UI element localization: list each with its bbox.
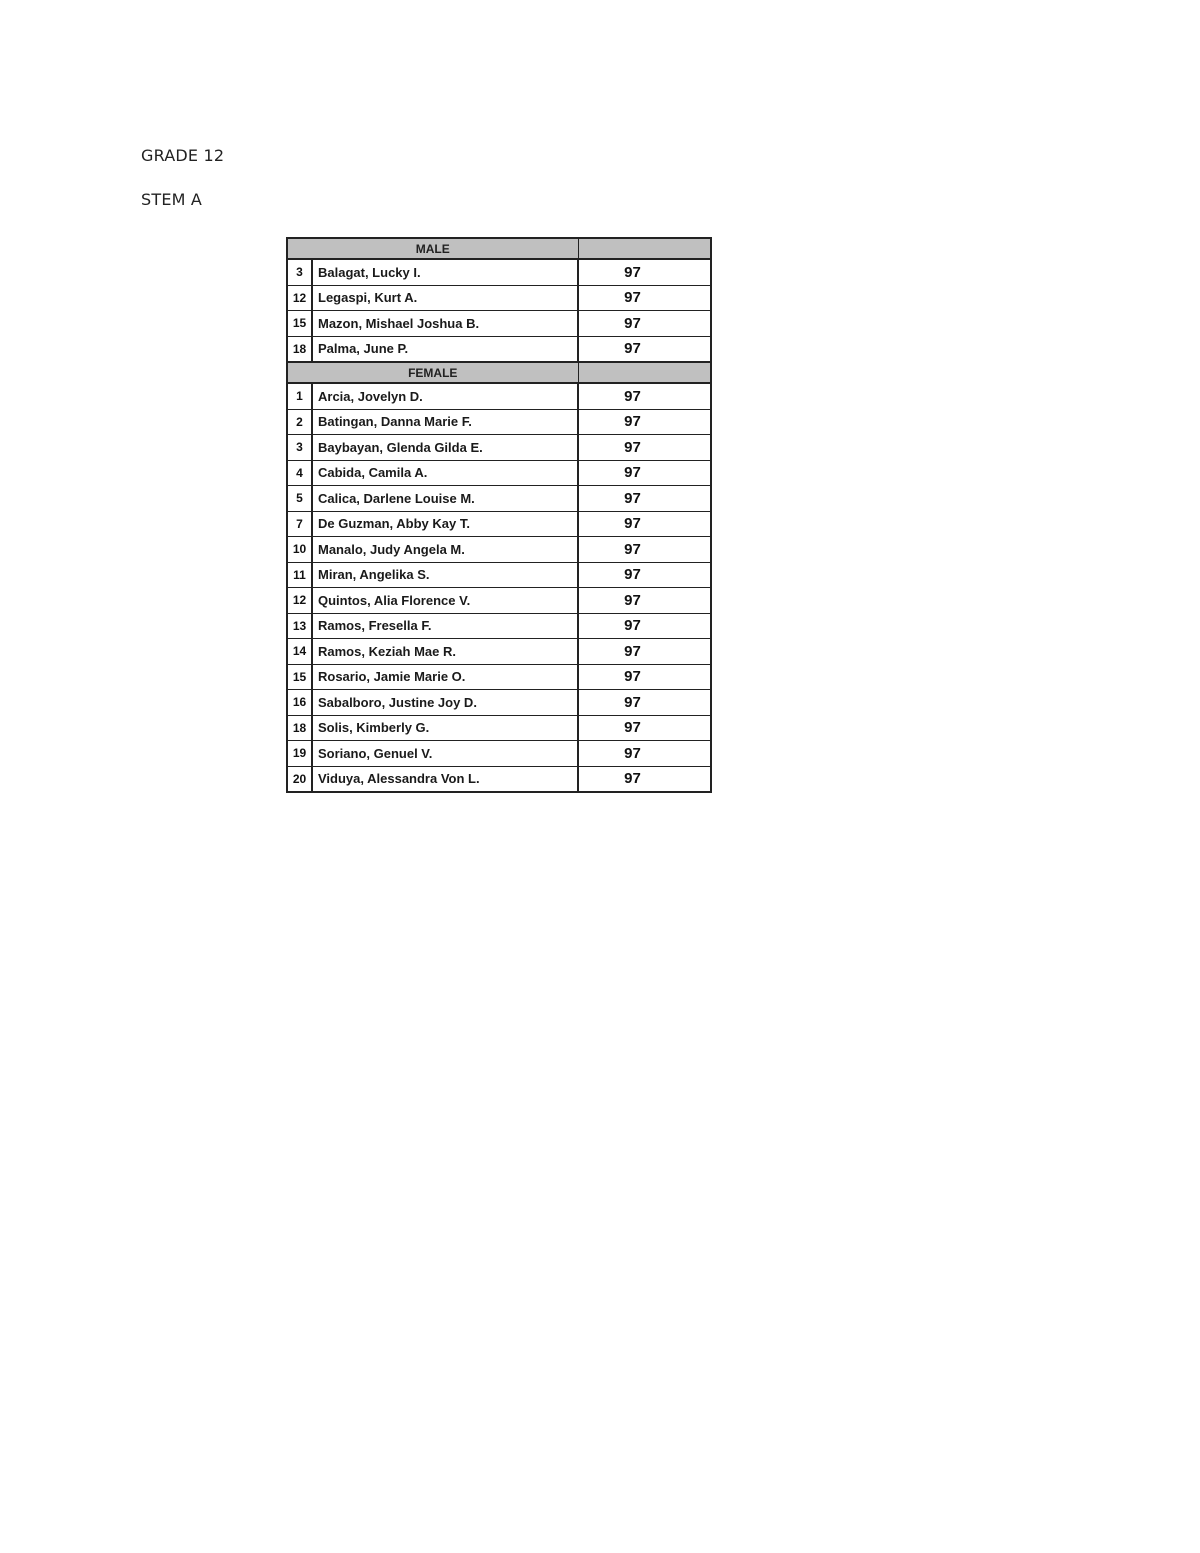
student-name: Ramos, Keziah Mae R. (312, 639, 578, 665)
student-row (287, 690, 711, 716)
student-name: Rosario, Jamie Marie O. (312, 664, 578, 690)
student-name: Soriano, Genuel V. (312, 741, 578, 767)
student-score: 97 (578, 311, 711, 337)
student-name: Ramos, Fresella F. (312, 613, 578, 639)
student-score: 97 (578, 409, 711, 435)
grade-heading: GRADE 12 (141, 146, 225, 165)
student-row (287, 259, 711, 285)
student-name: Legaspi, Kurt A. (312, 285, 578, 311)
student-name: Manalo, Judy Angela M. (312, 537, 578, 563)
student-score: 97 (578, 537, 711, 563)
student-name: Viduya, Alessandra Von L. (312, 766, 578, 792)
student-score: 97 (578, 285, 711, 311)
student-row (287, 741, 711, 767)
student-score: 97 (578, 336, 711, 362)
student-row (287, 639, 711, 665)
student-score: 97 (578, 511, 711, 537)
student-name: Quintos, Alia Florence V. (312, 588, 578, 614)
student-name: Arcia, Jovelyn D. (312, 383, 578, 409)
student-name: Cabida, Camila A. (312, 460, 578, 486)
student-row (287, 613, 711, 639)
student-row (287, 409, 711, 435)
student-number: 7 (287, 511, 312, 537)
student-row (287, 715, 711, 741)
student-number: 18 (287, 336, 312, 362)
student-name: Baybayan, Glenda Gilda E. (312, 435, 578, 461)
student-name: Sabalboro, Justine Joy D. (312, 690, 578, 716)
student-name: De Guzman, Abby Kay T. (312, 511, 578, 537)
student-row (287, 664, 711, 690)
section-heading: STEM A (141, 190, 203, 209)
student-row (287, 537, 711, 563)
student-score: 97 (578, 664, 711, 690)
student-score: 97 (578, 613, 711, 639)
student-name: Solis, Kimberly G. (312, 715, 578, 741)
student-number: 5 (287, 486, 312, 512)
student-row (287, 486, 711, 512)
student-number: 16 (287, 690, 312, 716)
student-score: 97 (578, 588, 711, 614)
student-row (287, 511, 711, 537)
student-score: 97 (578, 690, 711, 716)
student-score: 97 (578, 766, 711, 792)
student-row (287, 460, 711, 486)
student-name: Mazon, Mishael Joshua B. (312, 311, 578, 337)
student-row (287, 588, 711, 614)
student-number: 3 (287, 435, 312, 461)
student-name: Batingan, Danna Marie F. (312, 409, 578, 435)
student-score: 97 (578, 259, 711, 285)
student-number: 13 (287, 613, 312, 639)
student-row (287, 285, 711, 311)
group-score-header (578, 362, 711, 383)
honor-roll-table-body (287, 238, 711, 792)
student-name: Calica, Darlene Louise M. (312, 486, 578, 512)
student-row (287, 383, 711, 409)
student-number: 11 (287, 562, 312, 588)
student-score: 97 (578, 741, 711, 767)
student-row (287, 311, 711, 337)
student-score: 97 (578, 562, 711, 588)
student-row (287, 766, 711, 792)
student-row (287, 562, 711, 588)
student-number: 18 (287, 715, 312, 741)
student-number: 2 (287, 409, 312, 435)
student-score: 97 (578, 639, 711, 665)
student-number: 4 (287, 460, 312, 486)
group-header-row (287, 362, 711, 383)
student-score: 97 (578, 383, 711, 409)
student-name: Balagat, Lucky I. (312, 259, 578, 285)
student-number: 15 (287, 664, 312, 690)
student-row (287, 435, 711, 461)
student-name: Miran, Angelika S. (312, 562, 578, 588)
student-number: 10 (287, 537, 312, 563)
group-score-header (578, 238, 711, 259)
honor-roll-table (286, 237, 712, 793)
student-number: 12 (287, 588, 312, 614)
student-number: 20 (287, 766, 312, 792)
student-number: 19 (287, 741, 312, 767)
student-number: 3 (287, 259, 312, 285)
student-score: 97 (578, 460, 711, 486)
student-number: 12 (287, 285, 312, 311)
group-label: MALE (287, 238, 578, 259)
student-number: 15 (287, 311, 312, 337)
student-score: 97 (578, 486, 711, 512)
student-score: 97 (578, 715, 711, 741)
group-label: FEMALE (287, 362, 578, 383)
student-row (287, 336, 711, 362)
student-score: 97 (578, 435, 711, 461)
group-header-row (287, 238, 711, 259)
student-name: Palma, June P. (312, 336, 578, 362)
student-number: 1 (287, 383, 312, 409)
student-number: 14 (287, 639, 312, 665)
